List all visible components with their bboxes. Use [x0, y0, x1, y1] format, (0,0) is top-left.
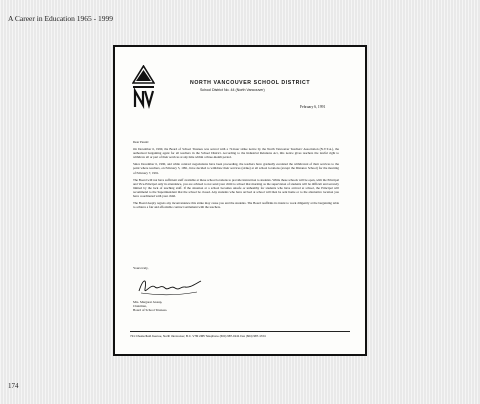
letter-paragraph-2: Since December 6, 1990, and while contract negotiations have been proceeding, the teachers have gradually escalated the withdrawal of their services to the point where teachers, on February 5, 1991, have decided to withdraw their services (strike) at all school locations (except the Distance School) for the morning of February 7, 1991.	[133, 162, 339, 175]
letter-paragraph-3: The Board will not have sufficient staff available at these school locations to provide instruction to students. While these schools will be open, with the Principal and Vice-Principal only in attendance, you are advised to not send your child to school that morning as the supervision of students will be difficult and severely limited by the lack of teaching staff. If the situation at a school becomes unsafe or unhealthy for students who have arrived at school, the Principal will recommend to the Superintendent that the school be closed. Any students who have arrived at school will then be sent home or to the alternative location you have coordinated with your child.	[133, 177, 339, 199]
letterhead-district-subtitle: School District No. 44 (North Vancouver)	[200, 88, 265, 92]
page-number: 174	[8, 382, 19, 390]
footer-divider	[130, 331, 350, 332]
letter-paragraph-1: On December 6, 1990, the Board of School Trustees was served with a 72-hour strike notice by the North Vancouver Teachers' Association (N.V.T.A.), the authorized bargaining agent for all teachers in the School District. According to the Industrial Relations Act, this notice gives teachers the lawful right to withdraw all or part of their services at any time within a three-month period.	[133, 147, 339, 160]
signer-title: Chairman,	[133, 304, 147, 309]
letter-body	[133, 140, 339, 212]
letterhead-district-name: NORTH VANCOUVER SCHOOL DISTRICT	[190, 80, 311, 86]
letter-scan-frame	[113, 45, 367, 356]
signature-block	[133, 300, 167, 313]
signer-organization: Board of School Trustees.	[133, 308, 168, 313]
letter-footer-address: 721 Chesterfield Avenue, North Vancouver, B.C. V7M 2M5 Telephone (604) 987-0141 Fax (604) 987-1724	[130, 334, 266, 338]
district-logo-icon	[132, 65, 155, 111]
letter-paragraph-4: The Board deeply regrets any inconvenience this strike may cause you and the students. The Board reaffirms its intent to work diligently at the bargaining table to achieve a fair and affordable contract settlement with the teachers.	[133, 201, 339, 210]
signer-name: Mrs. Margaret Jessup,	[133, 300, 163, 304]
signature-icon	[135, 275, 205, 299]
letter-page	[115, 47, 365, 354]
letter-salutation: Dear Parent:	[133, 140, 150, 144]
book-title: A Career in Education 1965 - 1999	[8, 14, 113, 23]
letter-date: February 6, 1991	[300, 105, 326, 109]
letter-closing: Yours truly,	[133, 266, 149, 270]
